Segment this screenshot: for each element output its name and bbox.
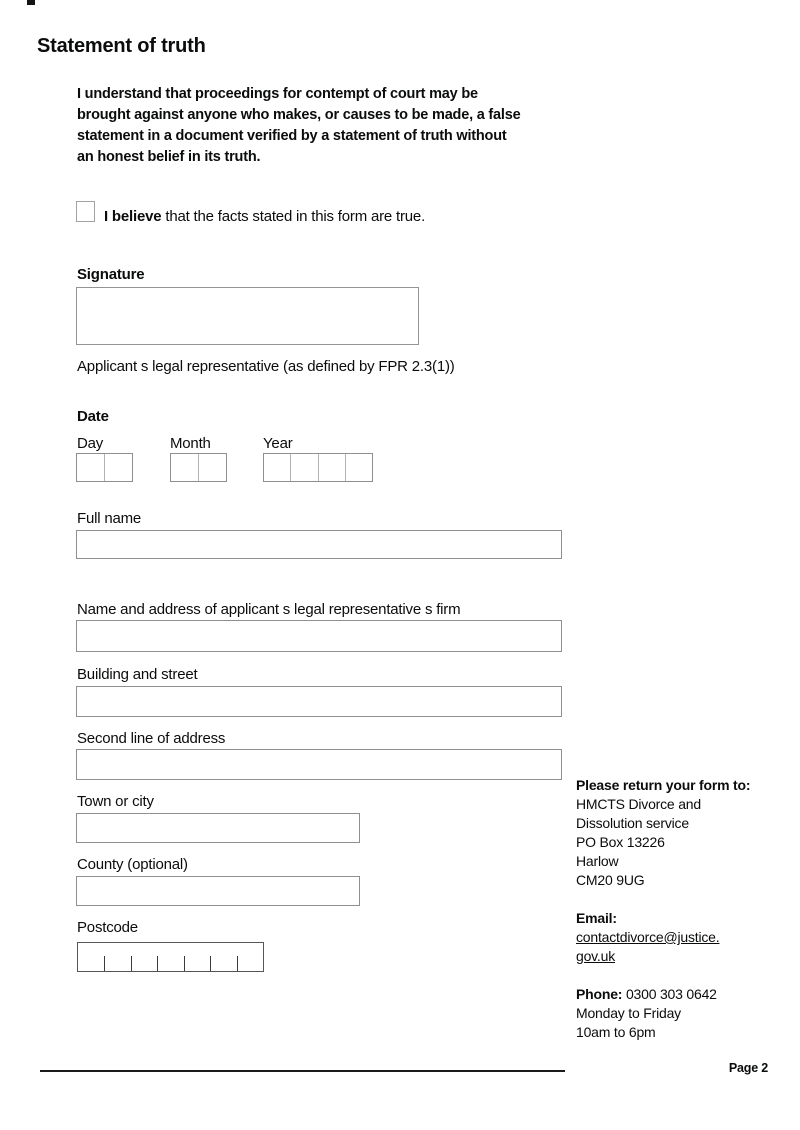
postcode-cell-divider: [104, 956, 105, 971]
return-address-line: Dissolution service: [576, 815, 689, 831]
return-address-line: PO Box 13226: [576, 834, 665, 850]
day-label: Day: [77, 435, 104, 452]
second-line-input[interactable]: [76, 749, 562, 780]
postcode-cell-divider: [157, 956, 158, 971]
return-address-line: CM20 9UG: [576, 872, 645, 888]
town-city-input[interactable]: [76, 813, 360, 843]
phone-label: Phone:: [576, 986, 623, 1002]
month-input[interactable]: [170, 453, 227, 482]
return-heading: Please return your form to:: [576, 777, 751, 793]
second-line-label: Second line of address: [77, 730, 226, 747]
page-title: Statement of truth: [37, 35, 206, 57]
return-address-line: Harlow: [576, 853, 619, 869]
county-label: County (optional): [77, 856, 188, 873]
email-link-line2[interactable]: gov.uk: [576, 948, 616, 964]
postcode-input[interactable]: [77, 942, 264, 972]
building-street-label: Building and street: [77, 666, 198, 683]
paragraph-line: an honest belief in its truth.: [77, 149, 261, 165]
year-label: Year: [263, 435, 293, 452]
year-digit-cell[interactable]: [264, 454, 291, 481]
signature-box[interactable]: [76, 287, 419, 345]
full-name-input[interactable]: [76, 530, 562, 559]
day-digit-cell[interactable]: [105, 454, 132, 481]
postcode-cell-divider: [210, 956, 211, 971]
phone-line: [576, 985, 776, 1004]
phone-number: 0300 303 0642: [622, 986, 717, 1002]
postcode-cell-divider: [131, 956, 132, 971]
month-label: Month: [170, 435, 211, 452]
year-digit-cell[interactable]: [346, 454, 372, 481]
footer-divider: [40, 1070, 565, 1072]
day-digit-cell[interactable]: [77, 454, 105, 481]
full-name-label: Full name: [77, 510, 142, 527]
statement-of-truth-paragraph: [77, 84, 577, 168]
firm-label: Name and address of applicant s legal representative s firm: [77, 601, 461, 618]
paragraph-line: brought against anyone who makes, or causes to be made, a false: [77, 107, 521, 123]
month-digit-cell[interactable]: [199, 454, 226, 481]
email-link-line1[interactable]: contactdivorce@justice.: [576, 929, 720, 945]
paragraph-line: I understand that proceedings for contempt of court may be: [77, 86, 478, 102]
return-address-line: HMCTS Divorce and: [576, 796, 701, 812]
signature-caption: Applicant s legal representative (as defined by FPR 2.3(1)): [77, 358, 455, 375]
date-label: Date: [77, 408, 109, 425]
i-believe-checkbox[interactable]: [76, 201, 95, 222]
phone-hours-days: Monday to Friday: [576, 1005, 681, 1021]
county-input[interactable]: [76, 876, 360, 906]
page-number: Page 2: [728, 1061, 768, 1075]
email-label: Email:: [576, 910, 617, 926]
phone-hours-times: 10am to 6pm: [576, 1024, 656, 1040]
town-city-label: Town or city: [77, 793, 154, 810]
postcode-cell-divider: [184, 956, 185, 971]
postcode-label: Postcode: [77, 919, 138, 936]
paragraph-line: statement in a document verified by a statement of truth without: [77, 128, 507, 144]
month-digit-cell[interactable]: [171, 454, 199, 481]
return-address-panel: [576, 776, 776, 1042]
year-input[interactable]: [263, 453, 373, 482]
postcode-cell-divider: [237, 956, 238, 971]
i-believe-rest-text: that the facts stated in this form are true.: [161, 208, 426, 225]
i-believe-statement: [104, 208, 425, 225]
building-street-input[interactable]: [76, 686, 562, 717]
year-digit-cell[interactable]: [319, 454, 346, 481]
year-digit-cell[interactable]: [291, 454, 318, 481]
day-input[interactable]: [76, 453, 133, 482]
firm-input[interactable]: [76, 620, 562, 652]
page-corner-mark: [27, 0, 35, 5]
i-believe-bold-text: I believe: [104, 208, 162, 225]
signature-label: Signature: [77, 266, 145, 283]
